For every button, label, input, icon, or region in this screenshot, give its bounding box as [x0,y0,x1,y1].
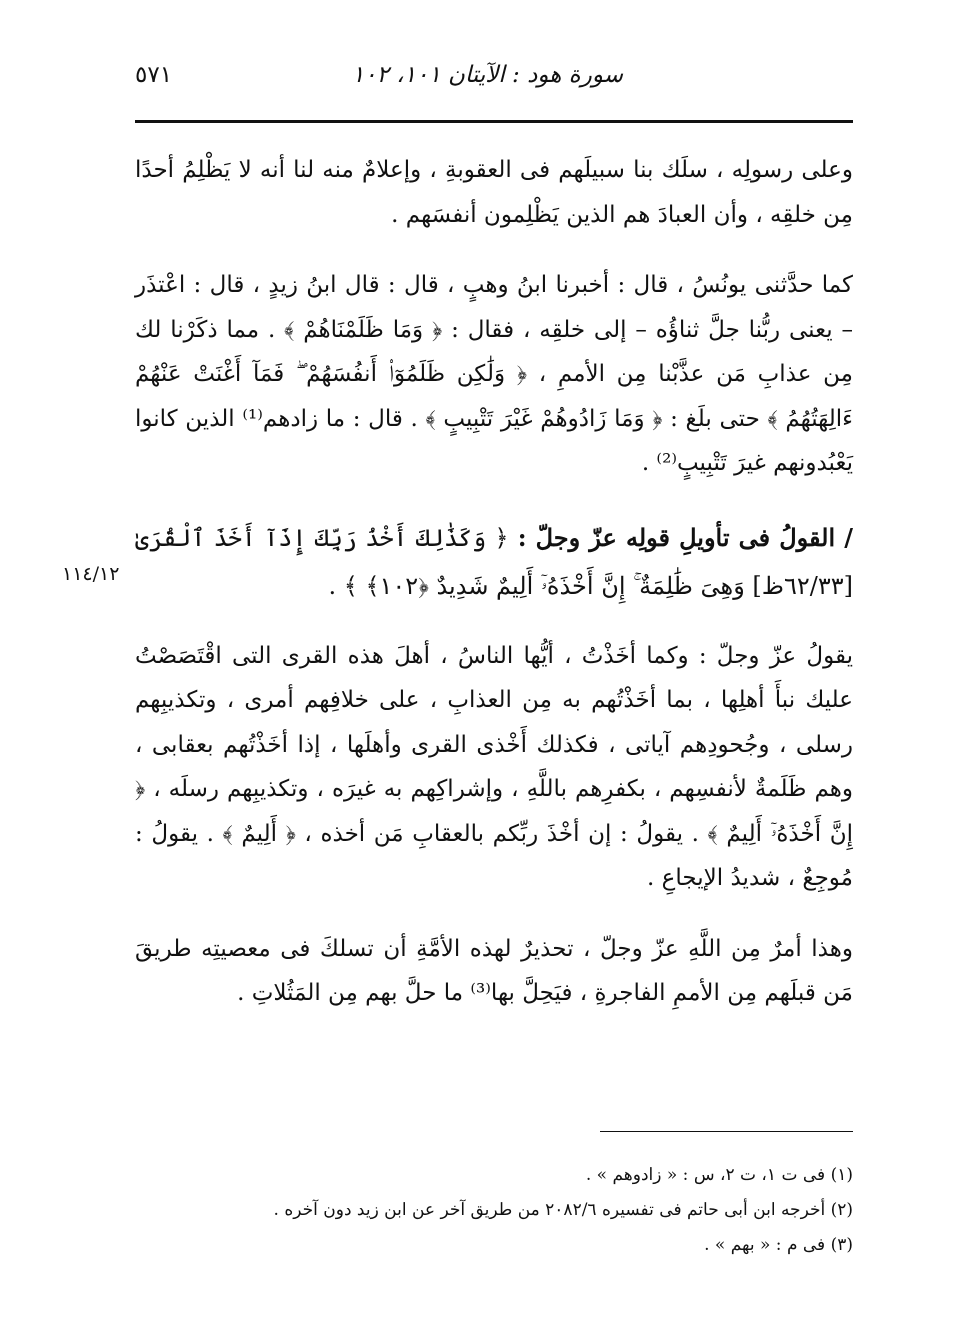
header-rule [135,120,853,123]
margin-reference: ١١٤/١٢ [62,563,120,585]
page-number: ٥٧١ [135,62,173,88]
footnote-rule [600,1131,853,1132]
main-text [135,148,853,1016]
paragraph: يقولُ عزّ وجلّ : وكما أخَذْتُ ، أيُّها الناسُ ، أهلَ هذه القرى التى اقْتَصَصْتُ عليك نبأَ أهلِها ، بما أخَذْتُهم به مِن العذابِ ، على خلافِهم أمرى ، وتكذيبِهم رسلى ، وجُحودِهم آياتى ، فكذلك أَخْذى القرى وأهلَها ، إذا أخَذْتُهم بعقابى ، وهم ظَلَمةٌ لأنفسِهم ، بكفرِهم باللَّهِ ، وإشراكِهم به غيرَه ، وتكذيبِهم رسلَه ، ﴿ إِنَّ أَخْذَهُۥٓ أَلِيمٌ ﴾ . يقولُ : إن أخْذَ ربِّكم بالعقابِ مَن أخذه ، ﴿ أَلِيمٌ ﴾ . يقولُ : مُوجِعٌ ، شديدُ الإيجاعِ . [135,642,853,891]
heading-verse: ﴿ وَكَذَٰلِكَ أَخْذُ رَبِّكَ إِذَآ أَخَذَ ٱلْقُرَىٰ [٦٢/٣٣ظ] وَهِىَ ظَٰلِمَةٌ ۚ إِنَّ أَخْذَهُۥٓ أَلِيمٌ شَدِيدٌ ﴿١٠٢﴾ ﴾ . [135,523,853,600]
paragraph: وهذا أمرٌ مِن اللَّهِ عزّ وجلّ ، تحذيرٌ لهذه الأمَّةِ أن تسلكَ فى معصيتِه طريقَ مَن قبلَهم مِن الأممِ الفاجرةِ ، فيَحِلَّ بها⁽³⁾ ما حلَّ بهم مِن المَثُلاتِ . [135,935,853,1006]
footnote: (٣) فى م : « بهم » . [704,1235,853,1255]
section-heading [135,514,853,610]
footnote: (١) فى ت ١، ت ٢، س : « زادوهم » . [585,1165,853,1185]
paragraph: وعلى رسولِه ، سلَك بنا سبيلَهم فى العقوبةِ ، وإعلامٌ منه لنا أنه لا يَظْلِمُ أحدًا مِن خلقِه ، وأن العبادَ هم الذين يَظْلِمون أنفسَهم . [135,157,853,228]
paragraph: كما حدَّثنى يونُسُ ، قال : أخبرنا ابنُ وهبٍ ، قال : قال ابنُ زيدٍ ، قال : اعْتذَر – يعنى ربُّنا جلَّ ثناؤُه – إلى خلقِه ، فقال : ﴿ وَمَا ظَلَمْنَاهُمْ ﴾ . مما ذكَرْنا لك مِن عذابِ مَن عذَّبْنا مِن الأممِ ، ﴿ وَلَٰكِن ظَلَمُوٓا۟ أَنفُسَهُمْ ۖ فَمَآ أَغْنَتْ عَنْهُمْ ءَالِهَتُهُمُ ﴾ حتى بلَغ : ﴿ وَمَا زَادُوهُمْ غَيْرَ تَتْبِيبٍ ﴾ . قال : ما زادهم⁽¹⁾ الذين كانوا يَعْبُدونهم غيرَ تَتْبِيبٍ⁽²⁾ . [135,272,853,476]
heading-lead: / القولُ فى تأويلِ قولِه عزّ وجلّ : [517,522,853,552]
footnote: (٢) أخرجه ابن أبى حاتم فى تفسيره ٢٠٨٢/٦ من طريق آخر عن ابن زيد دون آخره . [273,1200,853,1220]
header-title: سورة هود : الآيتان ١٠١، ١٠٢ [351,62,623,88]
running-header [135,58,853,104]
footnotes [135,1158,853,1263]
